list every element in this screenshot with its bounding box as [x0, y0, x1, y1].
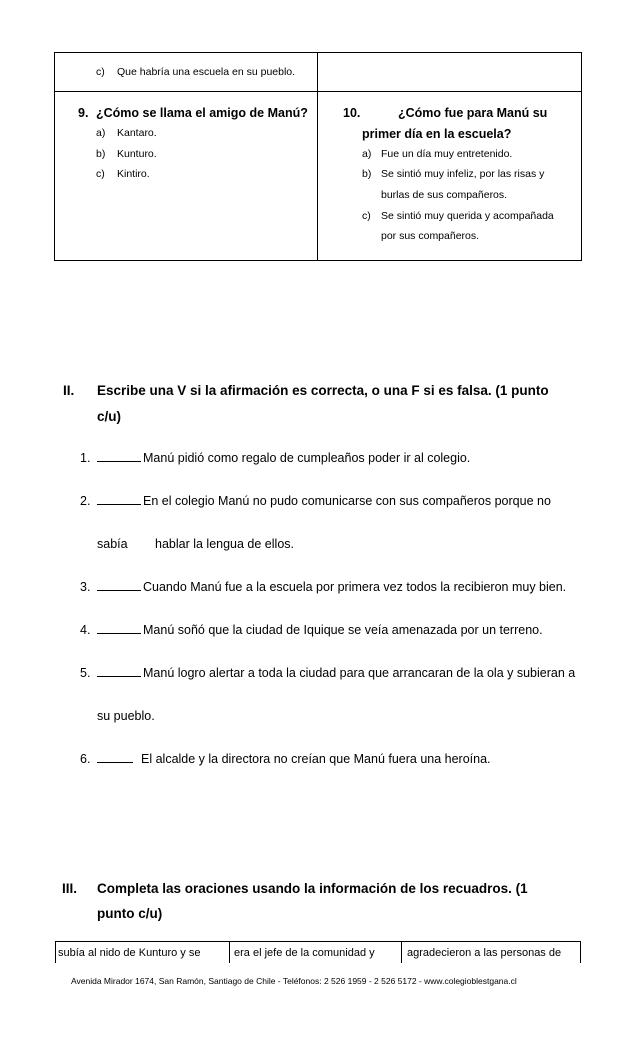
statement-item — [80, 580, 90, 594]
statement-item — [80, 752, 90, 766]
statement-text: Cuando Manú fue a la escuela por primera vez todos la recibieron muy bien. — [143, 580, 567, 594]
option-letter: a) — [96, 127, 106, 139]
answer-blank[interactable] — [97, 762, 133, 763]
statement-row — [97, 752, 491, 766]
word-box: agradecieron a las personas de — [407, 947, 562, 959]
statement-row — [97, 623, 543, 637]
statement-text-cont: sabía — [97, 537, 128, 551]
answer-blank[interactable] — [97, 676, 141, 677]
word-box: era el jefe de la comunidad y — [234, 947, 375, 959]
statement-number: 1. — [80, 451, 91, 465]
option-text: Se sintió muy querida y acompañada — [381, 210, 554, 222]
statement-row — [97, 580, 566, 594]
section-title-line1: Escribe una V si la afirmación es correcta, o una F si es falsa. (1 punto — [97, 383, 549, 398]
option-text: Fue un día muy entretenido. — [381, 148, 513, 160]
statement-number: 2. — [80, 494, 91, 508]
option-letter: a) — [362, 148, 372, 160]
answer-blank[interactable] — [97, 461, 141, 462]
statement-number: 3. — [80, 580, 91, 594]
statement-text-cont: hablar la lengua de ellos. — [155, 537, 294, 551]
section-numeral: II. — [63, 383, 75, 398]
statement-number: 6. — [80, 752, 91, 766]
statement-item — [80, 494, 90, 508]
option-letter: c) — [362, 210, 371, 222]
statement-number: 5. — [80, 666, 91, 680]
option-text-cont: burlas de sus compañeros. — [381, 189, 508, 201]
statement-text: El alcalde y la directora no creían que Manú fuera una heroína. — [141, 752, 491, 766]
section-title-line2: punto c/u) — [97, 906, 163, 921]
option-text: Kantaro. — [117, 127, 157, 139]
answer-blank[interactable] — [97, 590, 141, 591]
option-letter: c) — [96, 66, 105, 78]
section-title-line1: Completa las oraciones usando la información de los recuadros. (1 — [97, 881, 528, 896]
statement-item — [80, 623, 90, 637]
statement-row — [97, 494, 551, 508]
question-title-line2: primer día en la escuela? — [362, 127, 512, 141]
question-title: ¿Cómo se llama el amigo de Manú? — [96, 106, 308, 120]
answer-blank[interactable] — [97, 504, 141, 505]
option-text: Se sintió muy infeliz, por las risas y — [381, 168, 545, 180]
question-number: 10. — [343, 106, 361, 120]
answer-blank[interactable] — [97, 633, 141, 634]
option-letter: b) — [362, 168, 372, 180]
statement-row — [97, 666, 575, 680]
statement-row — [97, 451, 470, 465]
statement-text: Manú soñó que la ciudad de Iquique se veía amenazada por un terreno. — [143, 623, 543, 637]
question-number: 9. — [78, 106, 89, 120]
statement-text-cont: su pueblo. — [97, 709, 155, 723]
option-text-cont: por sus compañeros. — [381, 230, 480, 242]
statement-text: Manú pidió como regalo de cumpleaños poder ir al colegio. — [143, 451, 471, 465]
option-text: Kintiro. — [117, 168, 150, 180]
option-letter: b) — [96, 148, 106, 160]
option-letter: c) — [96, 168, 105, 180]
statement-item — [80, 451, 90, 465]
page-footer: Avenida Mirador 1674, San Ramón, Santiago de Chile - Teléfonos: 2 526 1959 - 2 526 5172 - www.colegioblestgana.cl — [71, 976, 517, 986]
statement-text: En el colegio Manú no pudo comunicarse con sus compañeros porque no — [143, 494, 551, 508]
section-title-line2: c/u) — [97, 409, 122, 424]
word-box: subía al nido de Kunturo y se — [58, 947, 201, 959]
statement-number: 4. — [80, 623, 91, 637]
option-text: Kunturo. — [117, 148, 157, 160]
option-text: Que habría una escuela en su pueblo. — [117, 66, 296, 78]
statement-text: Manú logro alertar a toda la ciudad para que arrancaran de la ola y subieran a — [143, 666, 576, 680]
question-title-line1: ¿Cómo fue para Manú su — [398, 106, 548, 120]
section-numeral: III. — [62, 881, 78, 896]
statement-item — [80, 666, 90, 680]
